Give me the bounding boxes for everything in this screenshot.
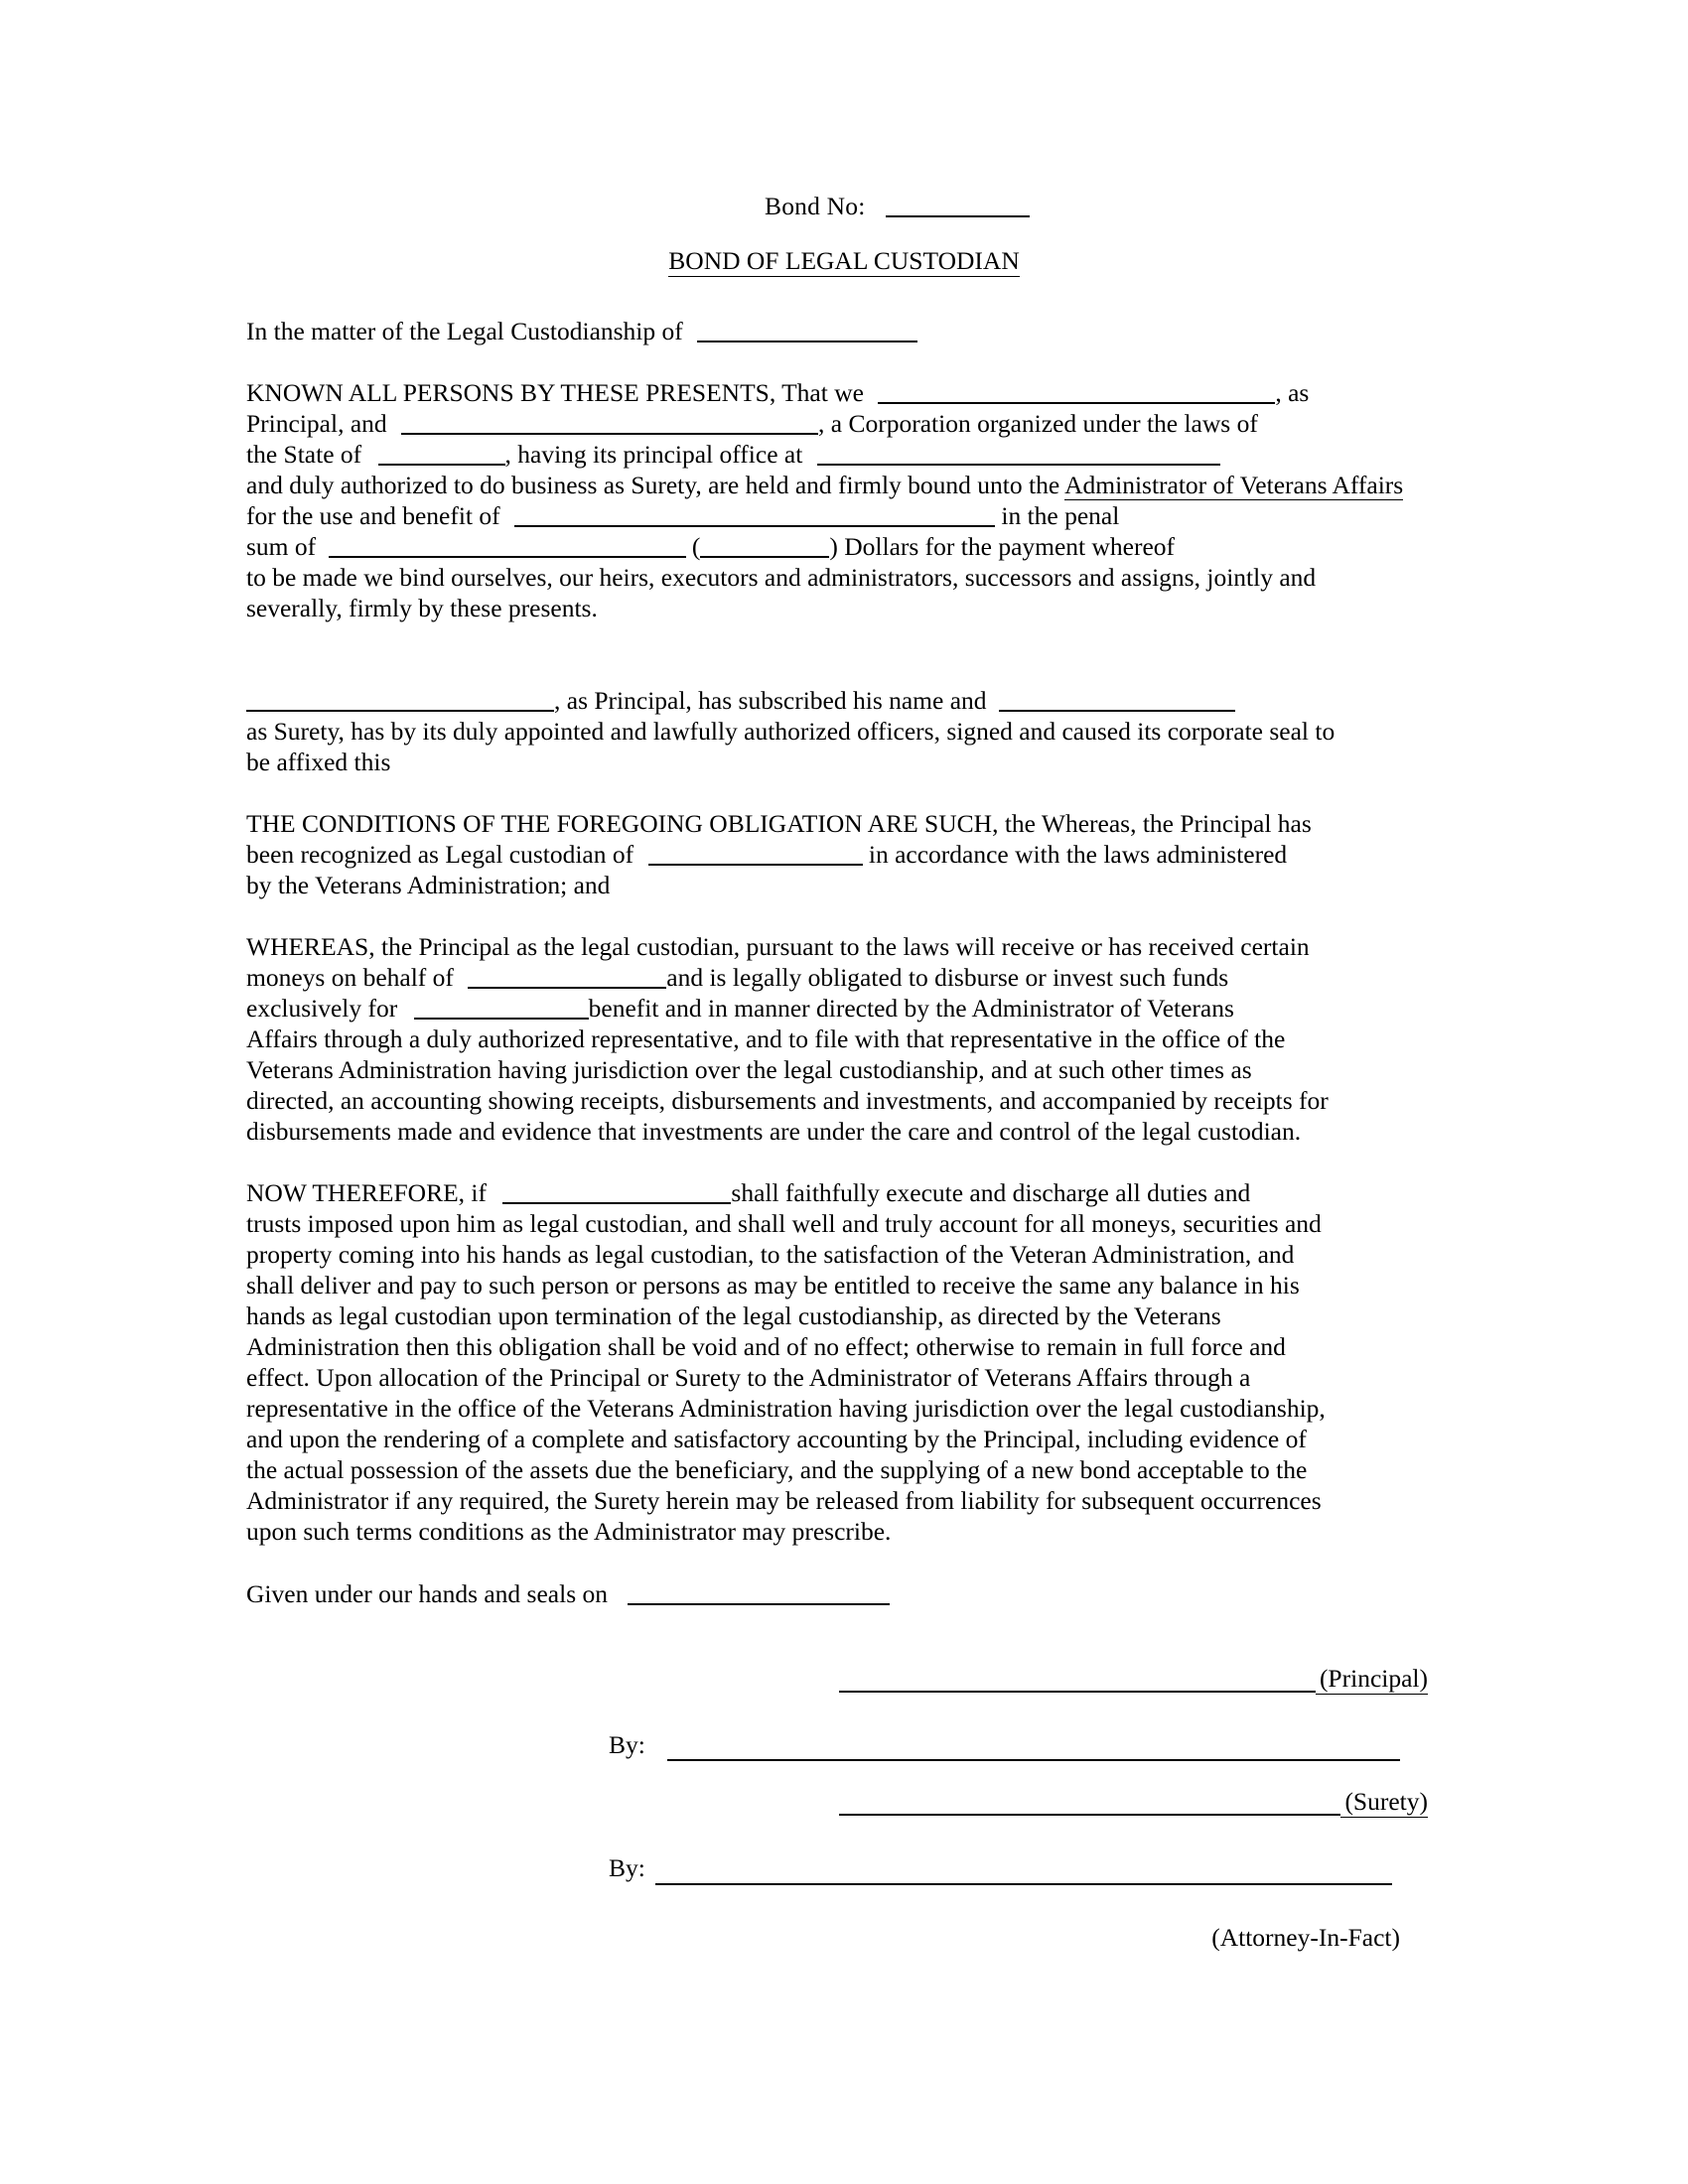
p5-line-6: Administration then this obligation shall be void and of no effect; otherwise to remain in full force and xyxy=(246,1332,1286,1361)
p2-line-2: as Surety, has by its duly appointed and lawfully authorized officers, signed and caused its corporate seal to xyxy=(246,717,1336,746)
penal-sum-words-field[interactable] xyxy=(329,532,686,558)
p5-line-1 xyxy=(246,1177,1428,1208)
p5-line-11: Administrator if any required, the Surety herein may be released from liability for subsequent occurrences xyxy=(246,1486,1322,1515)
p5-text-1: NOW THEREFORE, if xyxy=(246,1178,488,1207)
p5-line-7: effect. Upon allocation of the Principal or Surety to the Administrator of Veterans Affairs through a xyxy=(246,1363,1251,1392)
principal-signature-line-wrap[interactable] xyxy=(839,1664,1428,1693)
p3-line-2 xyxy=(246,839,1428,870)
surety-by-row xyxy=(246,1852,1428,1892)
given-line-prefix: Given under our hands and seals on xyxy=(246,1579,608,1608)
paragraph-whereas xyxy=(246,931,1428,1147)
surety-signature-name-field[interactable] xyxy=(999,686,1235,712)
surety-by-line[interactable] xyxy=(655,1882,1392,1885)
p1-text-9: for the use and benefit of xyxy=(246,501,500,530)
p5-line-5: hands as legal custodian upon termination of the legal custodianship, as directed by the Veterans xyxy=(246,1301,1221,1330)
p1-text-1: KNOWN ALL PERSONS BY THESE PRESENTS, That we xyxy=(246,378,864,407)
p1-text-2: , as xyxy=(1275,378,1310,407)
p4-line-3 xyxy=(246,993,1428,1024)
p4-text-3: and is legally obligated to disburse or invest such funds xyxy=(666,963,1229,992)
p4-line-5: Veterans Administration having jurisdiction over the legal custodianship, and at such other times as xyxy=(246,1055,1252,1084)
bond-number-row xyxy=(765,191,1030,221)
p5-line-9: and upon the rendering of a complete and satisfactory accounting by the Principal, including evidence of xyxy=(246,1425,1307,1453)
p1-text-12: ( xyxy=(691,532,701,561)
p5-line-8: representative in the office of the Veterans Administration having jurisdiction over the legal custodianship, xyxy=(246,1394,1326,1423)
penal-sum-figures-field[interactable] xyxy=(700,532,829,558)
p1-line-2 xyxy=(246,408,1428,439)
p1-line-6 xyxy=(246,531,1428,562)
now-therefore-if-field[interactable] xyxy=(502,1178,731,1204)
surety-signature-row xyxy=(246,1787,1428,1852)
surety-signature-line-wrap[interactable] xyxy=(839,1787,1428,1816)
p1-text-3: Principal, and xyxy=(246,409,387,438)
p1-text-13: ) Dollars for the payment whereof xyxy=(829,532,1176,561)
p1-line-5 xyxy=(246,500,1428,531)
p4-line-4: Affairs through a duly authorized representative, and to file with that representative in the office of the xyxy=(246,1024,1286,1053)
principal-office-field[interactable] xyxy=(817,440,1220,466)
p1-line-4 xyxy=(246,470,1428,500)
attorney-in-fact-caption: (Attorney-In-Fact) xyxy=(1211,1923,1400,1952)
p3-text-3: in accordance with the laws administered xyxy=(862,840,1288,869)
p4-text-5: benefit and in manner directed by the Administrator of Veterans xyxy=(588,994,1234,1023)
matter-custodianship-field[interactable] xyxy=(697,317,917,342)
p1-line-7: to be made we bind ourselves, our heirs, executors and administrators, successors and assigns, jointly and xyxy=(246,563,1317,592)
p4-line-7: disbursements made and evidence that investments are under the care and control of the legal custodian. xyxy=(246,1117,1302,1146)
surety-caption: (Surety) xyxy=(1340,1786,1428,1818)
principal-by-label: By: xyxy=(609,1730,645,1759)
p3-text-2: been recognized as Legal custodian of xyxy=(246,840,634,869)
paragraph-now-therefore xyxy=(246,1177,1428,1547)
bond-number-label: Bond No: xyxy=(765,192,866,220)
surety-signature-line[interactable] xyxy=(839,1813,1428,1816)
principal-signature-name-field[interactable] xyxy=(246,686,554,712)
signature-block xyxy=(246,1664,1428,1952)
p4-line-6: directed, an accounting showing receipts, disbursements and investments, and accompanied by receipts for xyxy=(246,1086,1329,1115)
p1-text-5: the State of xyxy=(246,440,362,469)
p1-text-6: , having its principal office at xyxy=(504,440,803,469)
given-line-paragraph xyxy=(246,1578,1428,1609)
p1-text-4: , a Corporation organized under the laws of xyxy=(818,409,1258,438)
surety-by-label: By: xyxy=(609,1853,645,1882)
page-title-text: BOND OF LEGAL CUSTODIAN xyxy=(668,246,1020,275)
state-field[interactable] xyxy=(378,440,505,466)
administrator-veterans-affairs-underlined: Administrator of Veterans Affairs xyxy=(1064,471,1404,499)
principal-signature-row xyxy=(246,1664,1428,1729)
exclusively-for-field[interactable] xyxy=(414,994,589,1020)
p2-line-3: be affixed this xyxy=(246,748,391,776)
p3-line-3: by the Veterans Administration; and xyxy=(246,871,611,899)
page-title xyxy=(0,246,1688,276)
p4-text-2: moneys on behalf of xyxy=(246,963,454,992)
p2-line-1 xyxy=(246,685,1428,716)
legal-custodian-of-field[interactable] xyxy=(648,840,863,866)
bond-number-field[interactable] xyxy=(886,192,1030,217)
p1-text-10: in the penal xyxy=(995,501,1120,530)
p1-line-3 xyxy=(246,439,1428,470)
given-under-hands-line xyxy=(246,1578,1428,1609)
p1-line-1 xyxy=(246,377,1428,408)
matter-line-paragraph xyxy=(246,316,1428,346)
p1-text-7: and duly authorized to do business as Surety, are held and firmly bound unto the xyxy=(246,471,1065,499)
matter-line-prefix: In the matter of the Legal Custodianship of xyxy=(246,317,683,345)
p4-text-4: exclusively for xyxy=(246,994,398,1023)
p3-line-1: THE CONDITIONS OF THE FOREGOING OBLIGATION ARE SUCH, the Whereas, the Principal has xyxy=(246,809,1312,838)
p5-text-2: shall faithfully execute and discharge all duties and xyxy=(731,1178,1251,1207)
principal-by-row xyxy=(246,1729,1428,1791)
paragraph-known-all-persons xyxy=(246,377,1428,623)
p1-text-11: sum of xyxy=(246,532,317,561)
p4-line-1: WHEREAS, the Principal as the legal custodian, pursuant to the laws will receive or has received certain xyxy=(246,932,1310,961)
p5-line-10: the actual possession of the assets due the beneficiary, and the supplying of a new bond acceptable to the xyxy=(246,1455,1308,1484)
principal-caption: (Principal) xyxy=(1316,1663,1428,1695)
p4-line-2 xyxy=(246,962,1428,993)
p5-line-12: upon such terms conditions as the Administrator may prescribe. xyxy=(246,1517,892,1546)
paragraph-conditions xyxy=(246,808,1428,900)
p5-line-3: property coming into his hands as legal custodian, to the satisfaction of the Veteran Administration, and xyxy=(246,1240,1295,1269)
given-date-field[interactable] xyxy=(628,1579,890,1605)
p2-text-1: , as Principal, has subscribed his name and xyxy=(554,686,987,715)
p5-line-4: shall deliver and pay to such person or persons as may be entitled to receive the same any balance in his xyxy=(246,1271,1300,1299)
principal-name-field[interactable] xyxy=(878,378,1275,404)
surety-corporation-field[interactable] xyxy=(401,409,818,435)
principal-by-line[interactable] xyxy=(667,1758,1400,1761)
p5-line-2: trusts imposed upon him as legal custodian, and shall well and truly account for all moneys, securities and xyxy=(246,1209,1322,1238)
matter-line xyxy=(246,316,1428,346)
benefit-of-field[interactable] xyxy=(514,501,995,527)
p1-line-8: severally, firmly by these presents. xyxy=(246,594,598,622)
attorney-in-fact-row xyxy=(246,1892,1428,1952)
paragraph-subscription xyxy=(246,685,1428,777)
moneys-on-behalf-of-field[interactable] xyxy=(468,963,666,989)
